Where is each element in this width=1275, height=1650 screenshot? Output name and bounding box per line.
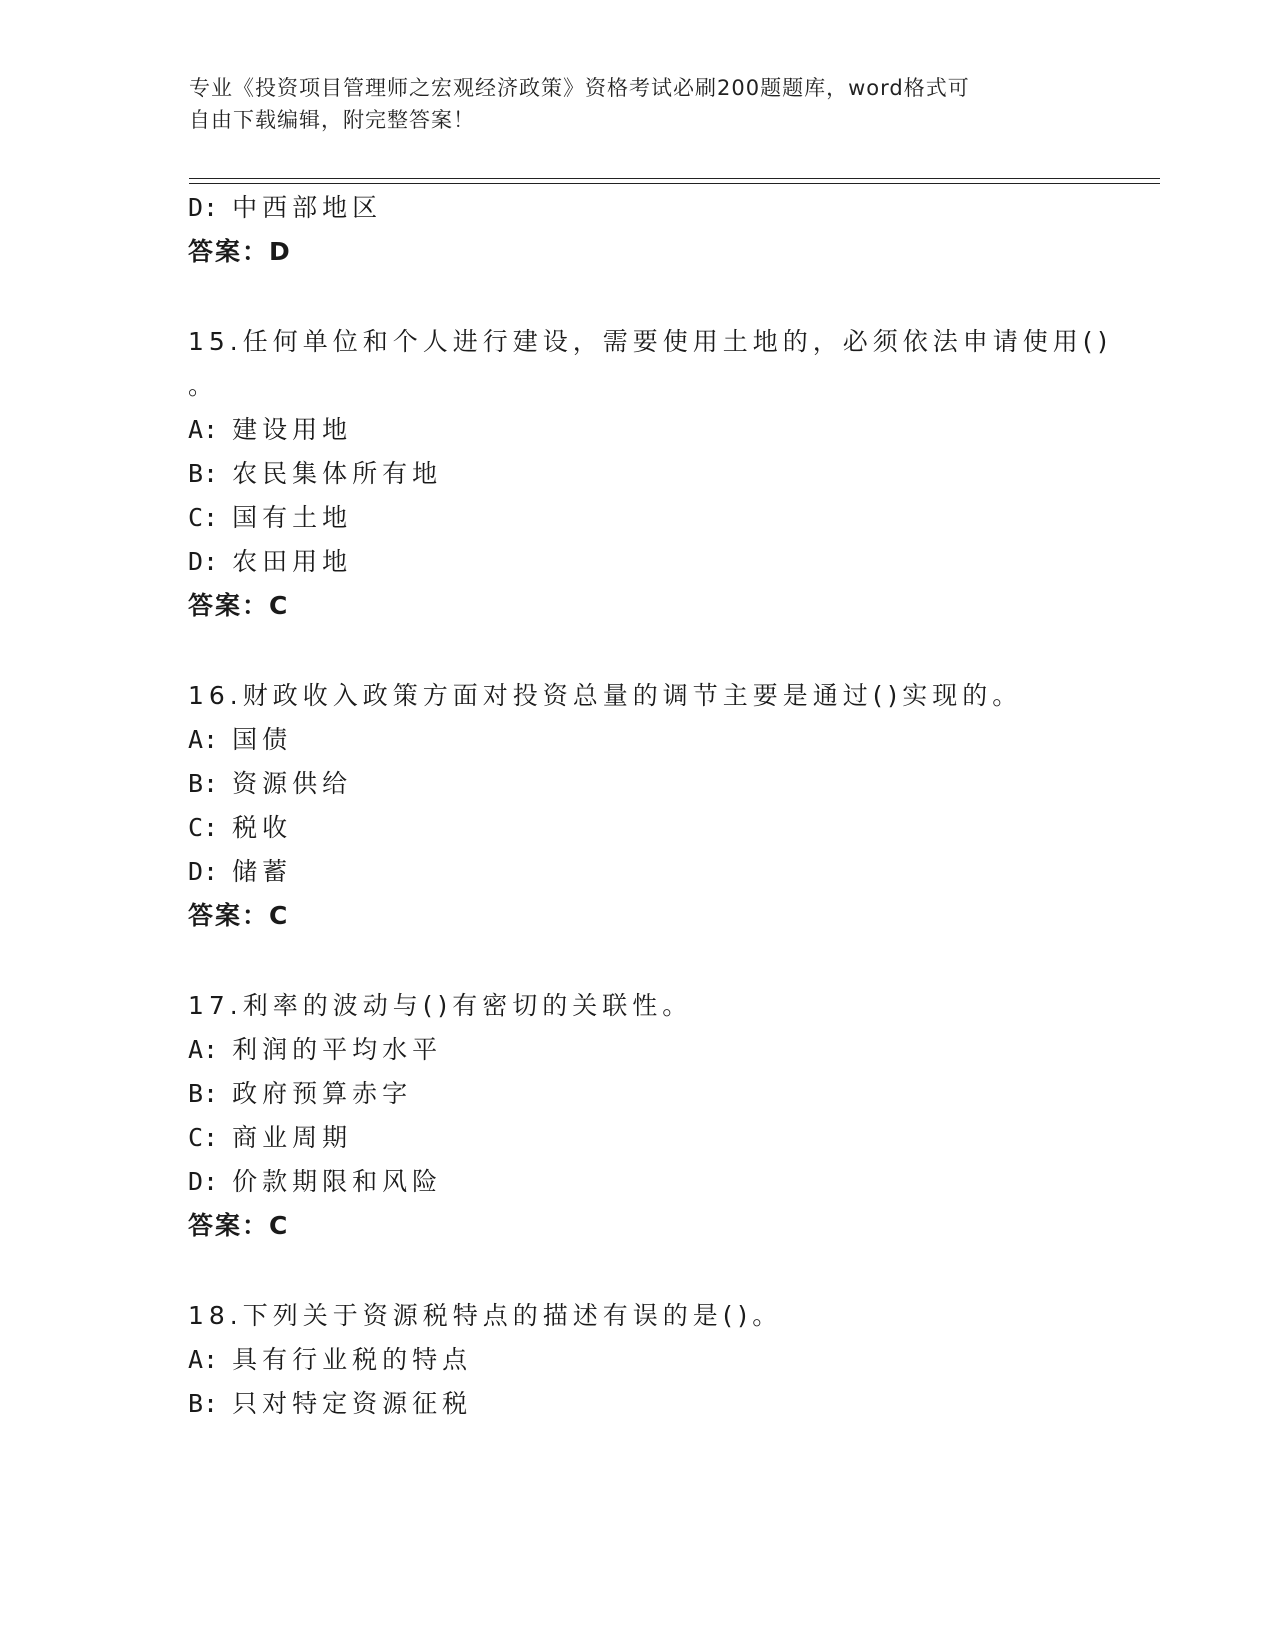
- option-text: 农民集体所有地: [232, 459, 443, 488]
- question-16-stem: 16.财政收入政策方面对投资总量的调节主要是通过()实现的。: [188, 681, 1023, 710]
- question-17-option-c: [188, 1121, 352, 1155]
- option-label: B:: [188, 1389, 219, 1418]
- option-text: 建设用地: [232, 415, 353, 444]
- question-18-option-a: [188, 1343, 472, 1377]
- option-text: 农田用地: [232, 547, 353, 576]
- option-label: B:: [188, 1079, 219, 1108]
- option-label: B:: [188, 459, 219, 488]
- question-15-answer: 答案：C: [188, 591, 290, 620]
- prev-answer: 答案：D: [188, 237, 292, 266]
- option-label: C:: [188, 503, 219, 532]
- option-text: 税收: [232, 813, 293, 842]
- question-16-option-a: [188, 723, 292, 757]
- option-label: D:: [188, 1167, 219, 1196]
- option-label: D:: [188, 547, 219, 576]
- option-text: 政府预算赤字: [232, 1079, 413, 1108]
- question-17-option-b: [188, 1077, 412, 1111]
- question-18-option-b: [188, 1387, 472, 1421]
- option-text: 储蓄: [232, 857, 293, 886]
- question-15-option-b: [188, 457, 442, 491]
- option-text: 国债: [232, 725, 293, 754]
- question-16-option-d: [188, 855, 292, 889]
- option-text: 具有行业税的特点: [232, 1345, 473, 1374]
- option-text: 只对特定资源征税: [232, 1389, 473, 1418]
- question-16-option-b: [188, 767, 352, 801]
- question-15-option-a: [188, 413, 352, 447]
- option-label: D:: [188, 857, 219, 886]
- option-label: A:: [188, 1035, 219, 1064]
- prev-option-d: [188, 191, 382, 225]
- option-text: 国有土地: [232, 503, 353, 532]
- question-17-answer: 答案：C: [188, 1211, 290, 1240]
- header-line-1: 专业《投资项目管理师之宏观经济政策》资格考试必刷200题题库，word格式可: [189, 76, 970, 100]
- option-label: C:: [188, 1123, 219, 1152]
- question-15-stem-cont: 。: [188, 371, 219, 400]
- option-label: D:: [188, 193, 219, 222]
- option-label: A:: [188, 415, 219, 444]
- question-18-stem: 18.下列关于资源税特点的描述有误的是()。: [188, 1301, 783, 1330]
- question-15-option-d: [188, 545, 352, 579]
- header-line-2: 自由下载编辑，附完整答案！: [189, 108, 475, 132]
- header-divider: [189, 178, 1160, 184]
- option-text: 商业周期: [232, 1123, 353, 1152]
- question-17-stem: 17.利率的波动与()有密切的关联性。: [188, 991, 693, 1020]
- option-text: 中西部地区: [232, 193, 383, 222]
- document-header: [189, 72, 1089, 136]
- question-17-option-a: [188, 1033, 442, 1067]
- question-16-option-c: [188, 811, 292, 845]
- question-15-stem: 15.任何单位和个人进行建设，需要使用土地的，必须依法申请使用(): [188, 327, 1113, 356]
- option-text: 利润的平均水平: [232, 1035, 443, 1064]
- option-label: A:: [188, 1345, 219, 1374]
- question-16-answer: 答案：C: [188, 901, 290, 930]
- question-17-option-d: [188, 1165, 442, 1199]
- option-text: 价款期限和风险: [232, 1167, 443, 1196]
- option-text: 资源供给: [232, 769, 353, 798]
- question-15-option-c: [188, 501, 352, 535]
- option-label: B:: [188, 769, 219, 798]
- option-label: C:: [188, 813, 219, 842]
- option-label: A:: [188, 725, 219, 754]
